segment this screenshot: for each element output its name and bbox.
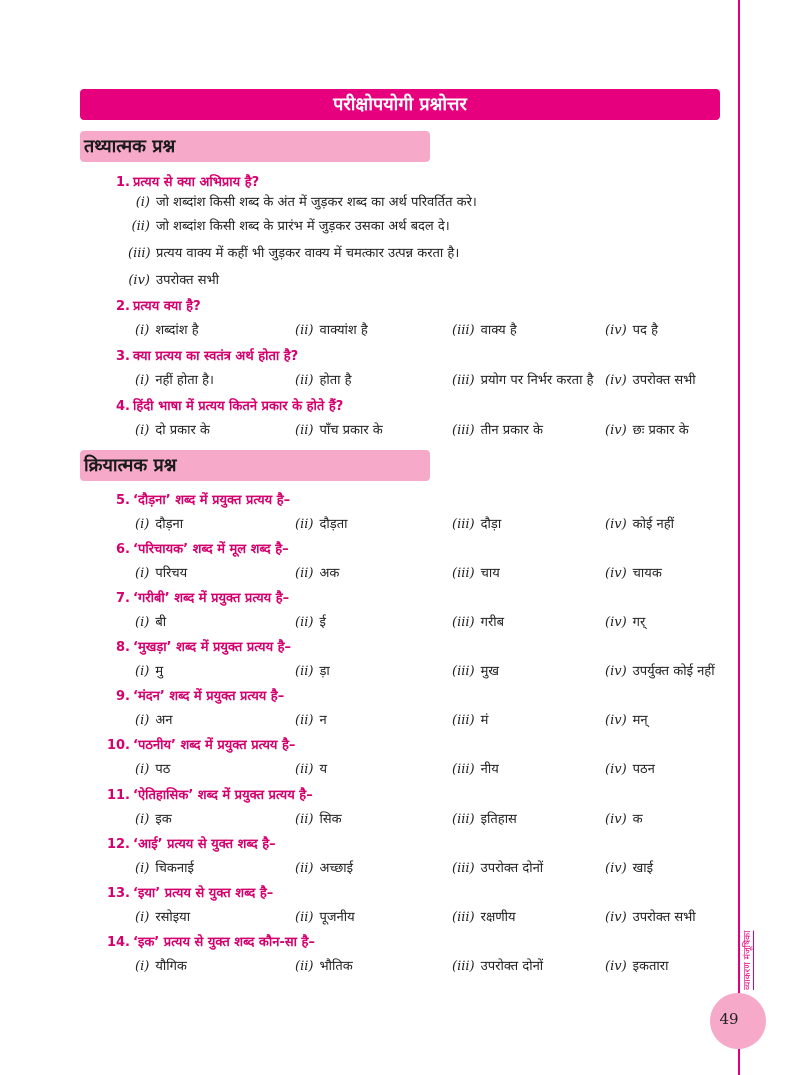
option bbox=[135, 320, 199, 338]
option bbox=[135, 710, 172, 728]
option-label: (ii) bbox=[295, 323, 314, 338]
option-label: (iii) bbox=[452, 664, 475, 679]
question-text: ‘मुखड़ा’ शब्द में प्रयुक्त प्रत्यय है– bbox=[133, 640, 292, 655]
option-label: (iii) bbox=[452, 423, 475, 438]
question-number: 2. bbox=[116, 299, 130, 314]
question-number: 3. bbox=[116, 349, 130, 364]
option-text: इक bbox=[155, 812, 172, 827]
question bbox=[103, 172, 723, 194]
option-text: यौगिक bbox=[155, 959, 187, 974]
option-text: होता है bbox=[319, 373, 352, 388]
option-text: नहीं होता है। bbox=[155, 373, 214, 388]
option-label: (ii) bbox=[295, 664, 314, 679]
option bbox=[452, 956, 543, 974]
option-label: (iii) bbox=[452, 910, 475, 925]
question bbox=[103, 883, 723, 905]
option bbox=[135, 661, 163, 679]
option-label: (iv) bbox=[605, 959, 627, 974]
question-number: 1. bbox=[116, 175, 130, 190]
option-label: (ii) bbox=[295, 517, 314, 532]
right-margin-rule bbox=[738, 0, 740, 1075]
question bbox=[103, 735, 723, 757]
option bbox=[452, 661, 499, 679]
option bbox=[605, 907, 696, 925]
option-label: (iii) bbox=[452, 615, 475, 630]
question-text: ‘ऐतिहासिक’ शब्द में प्रयुक्त प्रत्यय है– bbox=[133, 788, 313, 803]
option-label: (iii) bbox=[452, 566, 475, 581]
option-text: पद है bbox=[632, 323, 658, 338]
option-text: पठन bbox=[632, 762, 655, 777]
option-text: चाय bbox=[480, 566, 500, 581]
option-label: (ii) bbox=[295, 713, 314, 728]
question-number: 4. bbox=[116, 399, 130, 414]
question bbox=[103, 539, 723, 561]
option-label: (i) bbox=[135, 959, 150, 974]
option-label: (iv) bbox=[605, 517, 627, 532]
question bbox=[103, 785, 723, 807]
section-header: क्रियात्मक प्रश्न bbox=[80, 450, 430, 481]
question bbox=[103, 932, 723, 954]
option-label: (iv) bbox=[605, 373, 627, 388]
option bbox=[452, 809, 517, 827]
section-header: तथ्यात्मक प्रश्न bbox=[80, 131, 430, 162]
option-label: (i) bbox=[135, 664, 150, 679]
option bbox=[452, 907, 516, 925]
option-text: मन् bbox=[632, 713, 648, 728]
option-row bbox=[0, 514, 730, 536]
option-text: दौड़ता bbox=[319, 517, 348, 532]
option-label: (iv) bbox=[605, 713, 627, 728]
question-number: 6. bbox=[116, 542, 130, 557]
option-label: (ii) bbox=[295, 959, 314, 974]
option bbox=[135, 956, 187, 974]
question-text: ‘पठनीय’ शब्द में प्रयुक्त प्रत्यय है– bbox=[133, 738, 296, 753]
option-row bbox=[0, 612, 730, 634]
option-text: जो शब्दांश किसी शब्द के प्रारंभ में जुड़कर उसका अर्थ बदल दे। bbox=[156, 219, 450, 234]
option-row bbox=[0, 759, 730, 781]
question-text: ‘आई’ प्रत्यय से युक्त शब्द है– bbox=[133, 837, 276, 852]
option-text: शब्दांश है bbox=[155, 323, 199, 338]
option-text: उपरोक्त दोनों bbox=[480, 861, 544, 876]
option bbox=[128, 216, 728, 238]
option-label: (iv) bbox=[605, 323, 627, 338]
question bbox=[103, 346, 723, 368]
option-text: तीन प्रकार के bbox=[480, 423, 543, 438]
question-number: 7. bbox=[116, 591, 130, 606]
option bbox=[135, 370, 214, 388]
option-text: चिकनाई bbox=[155, 861, 194, 876]
option-row bbox=[0, 710, 730, 732]
option-label: (ii) bbox=[295, 423, 314, 438]
option-text: दौड़ना bbox=[155, 517, 184, 532]
option bbox=[295, 563, 339, 581]
option bbox=[128, 270, 728, 292]
option-label: (i) bbox=[135, 195, 150, 210]
question-number: 8. bbox=[116, 640, 130, 655]
option-row bbox=[0, 320, 730, 342]
option-text: गरीब bbox=[480, 615, 505, 630]
option-text: पूजनीय bbox=[319, 910, 355, 925]
option-label: (ii) bbox=[295, 861, 314, 876]
option bbox=[452, 514, 501, 532]
option bbox=[295, 907, 355, 925]
option-label: (i) bbox=[135, 713, 150, 728]
option-label: (iv) bbox=[605, 566, 627, 581]
option-text: उपरोक्त सभी bbox=[632, 910, 696, 925]
option-text: प्रयोग पर निर्भर करता है bbox=[480, 373, 594, 388]
option-text: मु bbox=[155, 664, 164, 679]
question-text: ‘परिचायक’ शब्द में मूल शब्द है– bbox=[133, 542, 289, 557]
option-text: दो प्रकार के bbox=[155, 423, 210, 438]
option bbox=[135, 759, 170, 777]
option-label: (iv) bbox=[605, 423, 627, 438]
option bbox=[135, 514, 183, 532]
option-text: प्रत्यय वाक्य में कहीं भी जुड़कर वाक्य में चमत्कार उत्पन्न करता है। bbox=[156, 246, 460, 261]
option-row bbox=[0, 420, 730, 442]
option-label: (iii) bbox=[452, 762, 475, 777]
option bbox=[605, 710, 648, 728]
option bbox=[605, 320, 658, 338]
option-text: नीय bbox=[480, 762, 499, 777]
option-text: वाक्य है bbox=[480, 323, 517, 338]
question-text: ‘दौड़ना’ शब्द में प्रयुक्त प्रत्यय है– bbox=[133, 493, 291, 508]
question bbox=[103, 490, 723, 512]
question-text: प्रत्यय से क्या अभिप्राय है? bbox=[133, 175, 260, 190]
option-text: दौड़ा bbox=[480, 517, 502, 532]
option-text: मं bbox=[480, 713, 489, 728]
option-label: (iii) bbox=[452, 713, 475, 728]
option bbox=[135, 563, 187, 581]
option bbox=[135, 809, 172, 827]
side-book-label: व्याकरण मंजूषिका bbox=[743, 930, 753, 990]
option-text: मुख bbox=[480, 664, 500, 679]
option bbox=[605, 420, 689, 438]
option-label: (iv) bbox=[605, 910, 627, 925]
option bbox=[295, 320, 368, 338]
option bbox=[135, 858, 194, 876]
question bbox=[103, 588, 723, 610]
option bbox=[605, 661, 715, 679]
option-label: (iv) bbox=[605, 762, 627, 777]
option bbox=[605, 809, 643, 827]
option bbox=[128, 243, 728, 265]
option-text: इतिहास bbox=[480, 812, 517, 827]
option bbox=[452, 858, 543, 876]
option-label: (iv) bbox=[605, 615, 627, 630]
question-text: क्या प्रत्यय का स्वतंत्र अर्थ होता है? bbox=[133, 349, 299, 364]
option bbox=[605, 370, 696, 388]
option bbox=[295, 956, 353, 974]
option-row bbox=[0, 563, 730, 585]
option bbox=[135, 420, 210, 438]
option-label: (iii) bbox=[452, 812, 475, 827]
option-text: सिक bbox=[319, 812, 342, 827]
option-row bbox=[0, 858, 730, 880]
option-label: (i) bbox=[135, 517, 150, 532]
page-number: 49 bbox=[719, 1010, 739, 1028]
option bbox=[452, 370, 594, 388]
option-label: (ii) bbox=[295, 762, 314, 777]
option bbox=[605, 612, 645, 630]
option-label: (iii) bbox=[452, 517, 475, 532]
option bbox=[452, 710, 488, 728]
option bbox=[135, 612, 166, 630]
option-row bbox=[0, 370, 730, 392]
option-label: (iv) bbox=[605, 664, 627, 679]
option-text: भौतिक bbox=[319, 959, 353, 974]
question-text: ‘इया’ प्रत्यय से युक्त शब्द है– bbox=[133, 886, 274, 901]
option-label: (i) bbox=[135, 373, 150, 388]
option-text: ड़ा bbox=[319, 664, 330, 679]
option bbox=[295, 661, 330, 679]
option-label: (i) bbox=[135, 566, 150, 581]
option-label: (i) bbox=[135, 423, 150, 438]
question bbox=[103, 834, 723, 856]
option bbox=[128, 192, 728, 214]
option-label: (i) bbox=[135, 762, 150, 777]
option-text: जो शब्दांश किसी शब्द के अंत में जुड़कर शब्द का अर्थ परिवर्तित करे। bbox=[156, 195, 477, 210]
option-text: वाक्यांश है bbox=[319, 323, 368, 338]
option-label: (iv) bbox=[605, 861, 627, 876]
option-text: पाँच प्रकार के bbox=[319, 423, 383, 438]
option-text: गर् bbox=[632, 615, 646, 630]
option-text: रसोइया bbox=[155, 910, 191, 925]
option bbox=[605, 956, 668, 974]
option-label: (ii) bbox=[295, 566, 314, 581]
option-label: (ii) bbox=[295, 373, 314, 388]
option bbox=[295, 759, 327, 777]
option-text: खाई bbox=[632, 861, 654, 876]
option bbox=[295, 612, 326, 630]
option-label: (iii) bbox=[128, 246, 151, 261]
question-text: ‘गरीबी’ शब्द में प्रयुक्त प्रत्यय है– bbox=[133, 591, 290, 606]
option-text: न bbox=[319, 713, 327, 728]
option-text: ई bbox=[319, 615, 326, 630]
option-row bbox=[0, 809, 730, 831]
question bbox=[103, 296, 723, 318]
option-text: अन bbox=[155, 713, 173, 728]
option-text: य bbox=[319, 762, 328, 777]
option bbox=[295, 858, 353, 876]
question-number: 9. bbox=[116, 689, 130, 704]
option-text: कोई नहीं bbox=[632, 517, 675, 532]
option-label: (i) bbox=[135, 615, 150, 630]
option bbox=[295, 809, 342, 827]
option-text: इकतारा bbox=[632, 959, 669, 974]
option-text: क bbox=[632, 812, 643, 827]
option-text: रक्षणीय bbox=[480, 910, 516, 925]
option-label: (ii) bbox=[295, 615, 314, 630]
question-text: ‘मंदन’ शब्द में प्रयुक्त प्रत्यय है– bbox=[133, 689, 285, 704]
option-text: बी bbox=[155, 615, 167, 630]
option bbox=[295, 710, 327, 728]
option bbox=[295, 514, 347, 532]
option bbox=[452, 320, 517, 338]
question-number: 11. bbox=[106, 788, 130, 803]
option bbox=[135, 907, 190, 925]
option-row bbox=[0, 661, 730, 683]
option bbox=[605, 858, 653, 876]
option bbox=[605, 514, 674, 532]
banner-title: परीक्षोपयोगी प्रश्नोत्तर bbox=[80, 89, 720, 120]
option bbox=[605, 563, 662, 581]
option-label: (iv) bbox=[605, 812, 627, 827]
question-text: ‘इक’ प्रत्यय से युक्त शब्द कौन-सा है– bbox=[133, 935, 315, 950]
option bbox=[605, 759, 655, 777]
option-label: (i) bbox=[135, 812, 150, 827]
option-label: (iii) bbox=[452, 373, 475, 388]
option-text: उपरोक्त सभी bbox=[156, 273, 219, 288]
question-text: प्रत्यय क्या है? bbox=[133, 299, 201, 314]
question bbox=[103, 637, 723, 659]
option-row bbox=[0, 956, 730, 978]
option-text: उपरोक्त सभी bbox=[632, 373, 696, 388]
option-label: (i) bbox=[135, 323, 150, 338]
question-number: 14. bbox=[106, 935, 130, 950]
option bbox=[452, 563, 500, 581]
option-label: (iii) bbox=[452, 323, 475, 338]
question-text: हिंदी भाषा में प्रत्यय कितने प्रकार के होते हैं? bbox=[133, 399, 344, 414]
option-text: अक bbox=[319, 566, 340, 581]
option-text: पठ bbox=[155, 762, 171, 777]
option-label: (ii) bbox=[295, 812, 314, 827]
question-number: 12. bbox=[106, 837, 130, 852]
option-label: (i) bbox=[135, 861, 150, 876]
question-number: 13. bbox=[106, 886, 130, 901]
option-label: (iv) bbox=[128, 273, 150, 288]
option-row bbox=[0, 907, 730, 929]
option-label: (iii) bbox=[452, 959, 475, 974]
option bbox=[295, 370, 352, 388]
option-text: अच्छाई bbox=[319, 861, 354, 876]
option bbox=[452, 759, 499, 777]
option bbox=[452, 420, 543, 438]
question-number: 10. bbox=[106, 738, 130, 753]
option-text: छः प्रकार के bbox=[632, 423, 689, 438]
question-number: 5. bbox=[116, 493, 130, 508]
option-label: (ii) bbox=[131, 219, 150, 234]
question bbox=[103, 396, 723, 418]
option-label: (ii) bbox=[295, 910, 314, 925]
option-text: परिचय bbox=[155, 566, 188, 581]
option bbox=[452, 612, 504, 630]
option-text: चायक bbox=[632, 566, 662, 581]
option-label: (i) bbox=[135, 910, 150, 925]
option-text: उपर्युक्त कोई नहीं bbox=[632, 664, 715, 679]
question bbox=[103, 686, 723, 708]
option-label: (iii) bbox=[452, 861, 475, 876]
option-text: उपरोक्त दोनों bbox=[480, 959, 544, 974]
option bbox=[295, 420, 383, 438]
